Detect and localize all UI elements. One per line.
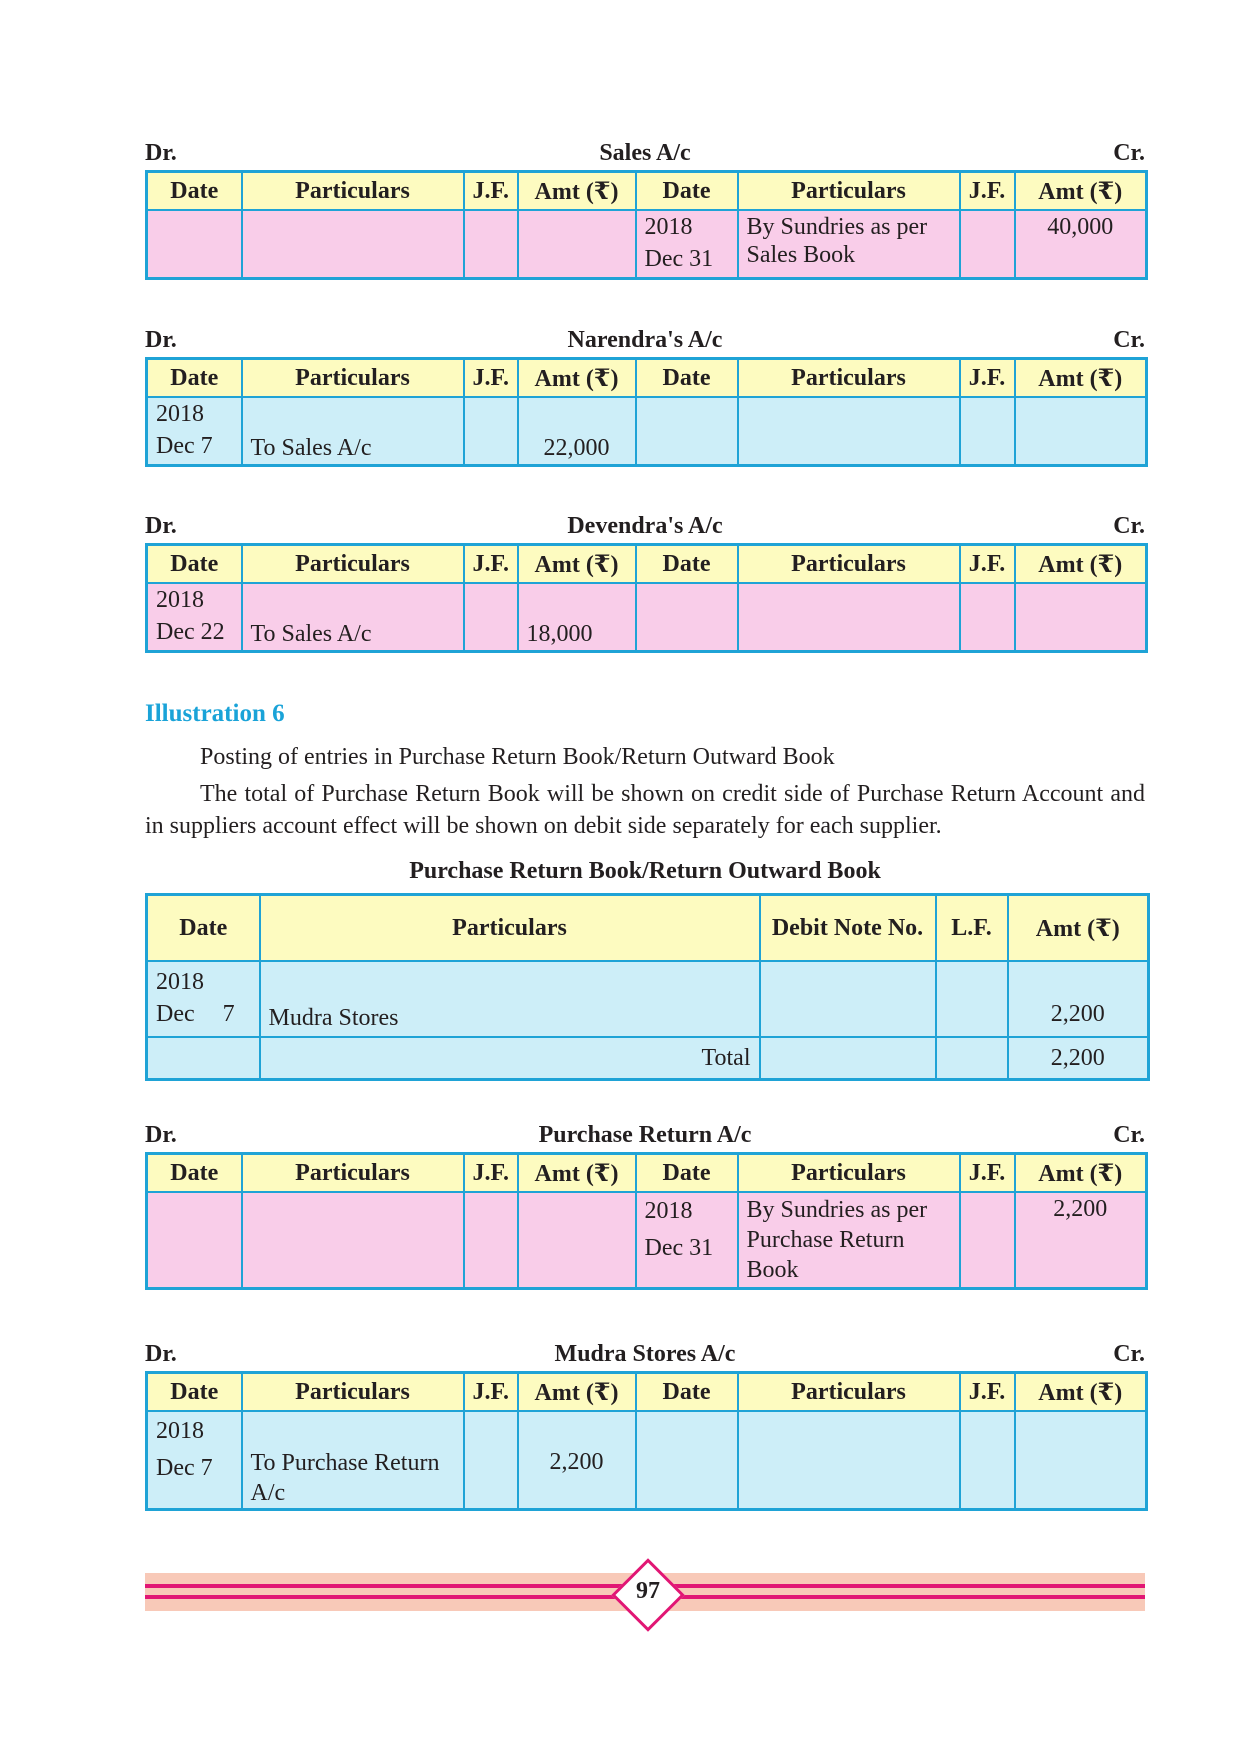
total-amount: 2,200 [1008, 1037, 1149, 1079]
cr-date-header: Date [636, 172, 738, 211]
dr-label: Dr. [145, 140, 177, 166]
dr-year: 2018 [156, 401, 204, 427]
cr-particulars-header: Particulars [738, 359, 960, 398]
date-cell [147, 961, 260, 1037]
table-row [147, 397, 1147, 465]
cr-jf-header: J.F. [960, 1154, 1015, 1193]
dr-jf-header: J.F. [464, 545, 518, 584]
dr-amount: 22,000 [518, 397, 636, 465]
dr-jf-header: J.F. [464, 172, 518, 211]
table-row [147, 961, 1149, 1037]
dr-label: Dr. [145, 327, 177, 353]
entry-day: 7 [222, 1001, 235, 1027]
date-header: Date [147, 895, 260, 962]
dr-particulars-cell: To Sales A/c [242, 583, 464, 651]
dr-label: Dr. [145, 1341, 177, 1367]
particulars-header: Particulars [260, 895, 760, 962]
illustration-title: Illustration 6 [145, 700, 285, 727]
ledger-table [145, 1371, 1148, 1511]
book-title: Purchase Return Book/Return Outward Book [409, 858, 881, 884]
ledger-title: Narendra's A/c [567, 327, 723, 353]
cr-particulars-header: Particulars [738, 172, 960, 211]
ledger-title: Mudra Stores A/c [554, 1341, 736, 1367]
debit-note-header: Debit Note No. [760, 895, 936, 962]
cr-label: Cr. [1113, 1122, 1145, 1148]
lf-header: L.F. [936, 895, 1008, 962]
cr-label: Cr. [1113, 1341, 1145, 1367]
cr-particulars-cell: By Sundries as per Purchase Return Book [738, 1192, 960, 1288]
ledger-heading [145, 1122, 1145, 1152]
cr-amt-header: Amt (₹) [1015, 359, 1147, 398]
amt-header: Amt (₹) [1008, 895, 1149, 962]
dr-particulars-header: Particulars [242, 545, 464, 584]
cr-amt-header: Amt (₹) [1015, 1373, 1147, 1412]
dr-particulars-header: Particulars [242, 1154, 464, 1193]
cr-amount: 2,200 [1015, 1192, 1147, 1288]
amount-cell: 2,200 [1008, 961, 1149, 1037]
dr-particulars-cell: To Sales A/c [242, 397, 464, 465]
entry-date [156, 998, 251, 1030]
dr-date-cell [147, 583, 242, 651]
header-row [147, 545, 1147, 584]
cr-amt-header: Amt (₹) [1015, 172, 1147, 211]
cr-year: 2018 [644, 1198, 693, 1224]
table-row [147, 210, 1147, 278]
dr-amount: 18,000 [518, 583, 636, 651]
header-row [147, 359, 1147, 398]
cr-jf-header: J.F. [960, 545, 1015, 584]
narendra-ledger [145, 327, 1145, 467]
entry-month: Dec [156, 1001, 195, 1027]
cr-particulars-cell: By Sundries as per Sales Book [738, 210, 960, 278]
header-row [147, 895, 1149, 962]
ledger-heading [145, 513, 1145, 543]
ledger-title: Purchase Return A/c [538, 1122, 752, 1148]
ledger-title: Sales A/c [599, 140, 691, 166]
dr-date-header: Date [147, 545, 242, 584]
cr-date-header: Date [636, 359, 738, 398]
dr-particulars-cell: To Purchase Return A/c [242, 1411, 464, 1510]
dr-particulars-header: Particulars [242, 359, 464, 398]
cr-amt-header: Amt (₹) [1015, 1154, 1147, 1193]
dr-date-header: Date [147, 1154, 242, 1193]
cr-year: 2018 [644, 214, 693, 240]
dr-amt-header: Amt (₹) [518, 359, 636, 398]
table-row [147, 1192, 1147, 1288]
dr-amt-header: Amt (₹) [518, 1373, 636, 1412]
cr-date-header: Date [636, 1154, 738, 1193]
cr-jf-header: J.F. [960, 1373, 1015, 1412]
dr-jf-header: J.F. [464, 359, 518, 398]
dr-label: Dr. [145, 513, 177, 539]
ledger-heading [145, 1341, 1145, 1371]
intro-line: Posting of entries in Purchase Return Book/Return Outward Book [200, 744, 835, 770]
cr-amt-header: Amt (₹) [1015, 545, 1147, 584]
dr-date-header: Date [147, 359, 242, 398]
cr-date-cell [636, 1192, 738, 1288]
dr-amt-header: Amt (₹) [518, 1154, 636, 1193]
dr-jf-header: J.F. [464, 1373, 518, 1412]
dr-date-header: Date [147, 1373, 242, 1412]
devendra-ledger [145, 513, 1145, 653]
dr-date: Dec 7 [156, 433, 213, 459]
purchase-return-book-table [145, 893, 1150, 1081]
particulars-cell: Mudra Stores [260, 961, 760, 1037]
page-number: 97 [636, 1578, 660, 1604]
cr-date-header: Date [636, 545, 738, 584]
total-row [147, 1037, 1149, 1079]
dr-label: Dr. [145, 1122, 177, 1148]
cr-particulars-header: Particulars [738, 545, 960, 584]
header-row [147, 1373, 1147, 1412]
cr-particulars-header: Particulars [738, 1154, 960, 1193]
sales-ledger [145, 140, 1145, 280]
cr-date-cell [636, 210, 738, 278]
ledger-title: Devendra's A/c [567, 513, 723, 539]
header-row [147, 1154, 1147, 1193]
dr-date: Dec 22 [156, 619, 225, 645]
mudra-stores-ledger [145, 1341, 1145, 1511]
explanation-paragraph: The total of Purchase Return Book will be shown on credit side of Purchase Return Account and in suppliers account effect will be shown on debit side separately for each supplier. [145, 781, 1145, 839]
cr-particulars-header: Particulars [738, 1373, 960, 1412]
dr-particulars-header: Particulars [242, 172, 464, 211]
header-row [147, 172, 1147, 211]
purchase-return-ledger [145, 1122, 1145, 1290]
dr-date: Dec 7 [156, 1455, 213, 1481]
dr-year: 2018 [156, 1418, 204, 1444]
table-row [147, 1411, 1147, 1510]
dr-amount: 2,200 [518, 1411, 636, 1510]
cr-jf-header: J.F. [960, 359, 1015, 398]
dr-jf-header: J.F. [464, 1154, 518, 1193]
cr-date: Dec 31 [644, 1235, 714, 1261]
dr-amt-header: Amt (₹) [518, 172, 636, 211]
ledger-table [145, 357, 1148, 467]
cr-date-header: Date [636, 1373, 738, 1412]
dr-date-header: Date [147, 172, 242, 211]
entry-year: 2018 [156, 969, 204, 995]
dr-date-cell [147, 1411, 242, 1510]
cr-amount: 40,000 [1015, 210, 1147, 278]
cr-label: Cr. [1113, 513, 1145, 539]
dr-amt-header: Amt (₹) [518, 545, 636, 584]
cr-label: Cr. [1113, 140, 1145, 166]
cr-label: Cr. [1113, 327, 1145, 353]
ledger-table [145, 170, 1148, 280]
table-row [147, 583, 1147, 651]
cr-date: Dec 31 [644, 246, 714, 272]
dr-year: 2018 [156, 587, 204, 613]
ledger-table [145, 1152, 1148, 1290]
dr-particulars-header: Particulars [242, 1373, 464, 1412]
cr-jf-header: J.F. [960, 172, 1015, 211]
dr-date-cell [147, 397, 242, 465]
ledger-table [145, 543, 1148, 653]
ledger-heading [145, 327, 1145, 357]
ledger-heading [145, 140, 1145, 170]
total-label: Total [260, 1037, 760, 1079]
